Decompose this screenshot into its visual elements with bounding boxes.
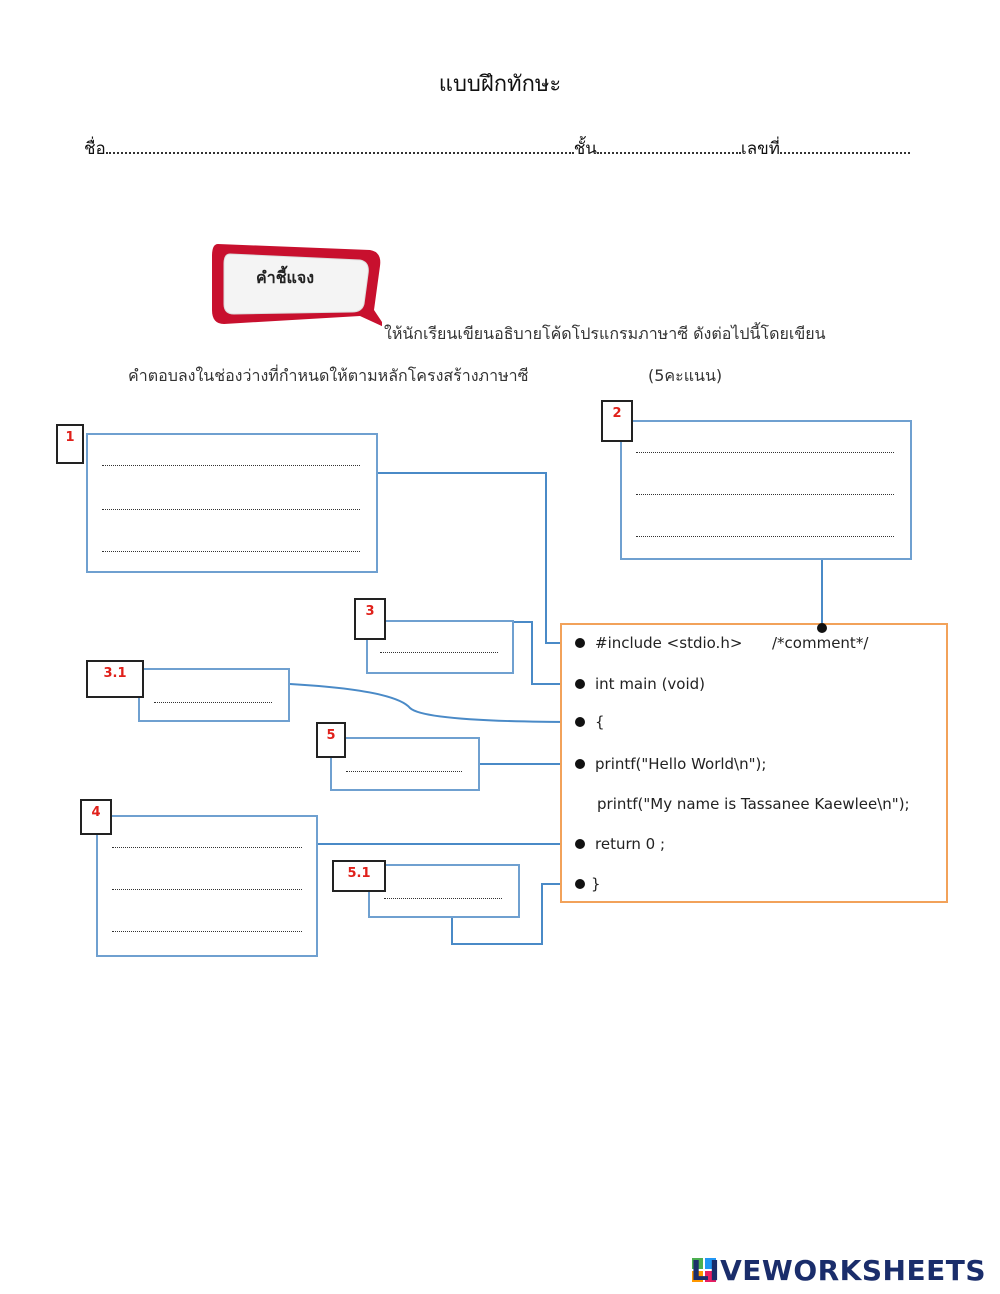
directions-label: คำชี้แจง [256,268,315,287]
bullet-dot [575,759,585,769]
answer-box-4[interactable] [96,815,318,957]
bullet-dot [575,717,585,727]
answer-line[interactable] [636,536,894,537]
answer-line[interactable] [102,509,360,510]
label-2: 2 [601,400,633,442]
answer-line[interactable] [102,465,360,466]
answer-box-3-1[interactable] [138,668,290,722]
bullet-dot [575,839,585,849]
code-line-printf-2: printf("My name is Tassanee Kaewlee\n"); [597,795,910,813]
code-line-open-brace: { [595,713,605,731]
answer-line[interactable] [346,771,462,772]
answer-box-5-1[interactable] [368,864,520,918]
answer-line[interactable] [636,452,894,453]
label-3: 3 [354,598,386,640]
answer-line[interactable] [112,847,302,848]
name-label: ชื่อ [84,139,106,159]
answer-line[interactable] [112,889,302,890]
score-label: (5คะแนน) [648,366,723,385]
instruction-line-2: คำตอบลงในช่องว่างที่กำหนดให้ตามหลักโครงสร้างภาษาซี [128,366,529,385]
answer-box-3[interactable] [366,620,514,674]
code-line-include: #include <stdio.h> [595,634,743,652]
answer-box-2[interactable] [620,420,912,560]
code-line-main: int main (void) [595,675,706,693]
label-4: 4 [80,799,112,835]
page-title: แบบฝึกทักษะ [438,72,562,97]
label-5: 5 [316,722,346,758]
bullet-dot [575,879,585,889]
instruction-line-1: ให้นักเรียนเขียนอธิบายโค้ดโปรแกรมภาษาซี ดังต่อไปนี้โดยเขียน [384,324,826,343]
label-5-1: 5.1 [332,860,386,892]
answer-line[interactable] [384,898,502,899]
answer-line[interactable] [154,702,272,703]
code-comment: /*comment*/ [772,634,869,652]
number-label: เลขที่ [740,139,780,159]
label-3-1: 3.1 [86,660,144,698]
code-line-printf-1: printf("Hello World\n"); [595,755,767,773]
answer-line[interactable] [102,551,360,552]
answer-box-5[interactable] [330,737,480,791]
label-1: 1 [56,424,84,464]
answer-line[interactable] [380,652,498,653]
code-line-close-brace: } [591,875,601,893]
code-line-return: return 0 ; [595,835,665,853]
liveworksheets-logo[interactable]: LIVEWORKSHEETS [690,1254,986,1287]
bullet-dot [575,679,585,689]
answer-line[interactable] [636,494,894,495]
connector-dot [817,623,827,633]
answer-box-1[interactable] [86,433,378,573]
bullet-dot [575,638,585,648]
class-label: ชั้น [573,139,597,159]
answer-line[interactable] [112,931,302,932]
